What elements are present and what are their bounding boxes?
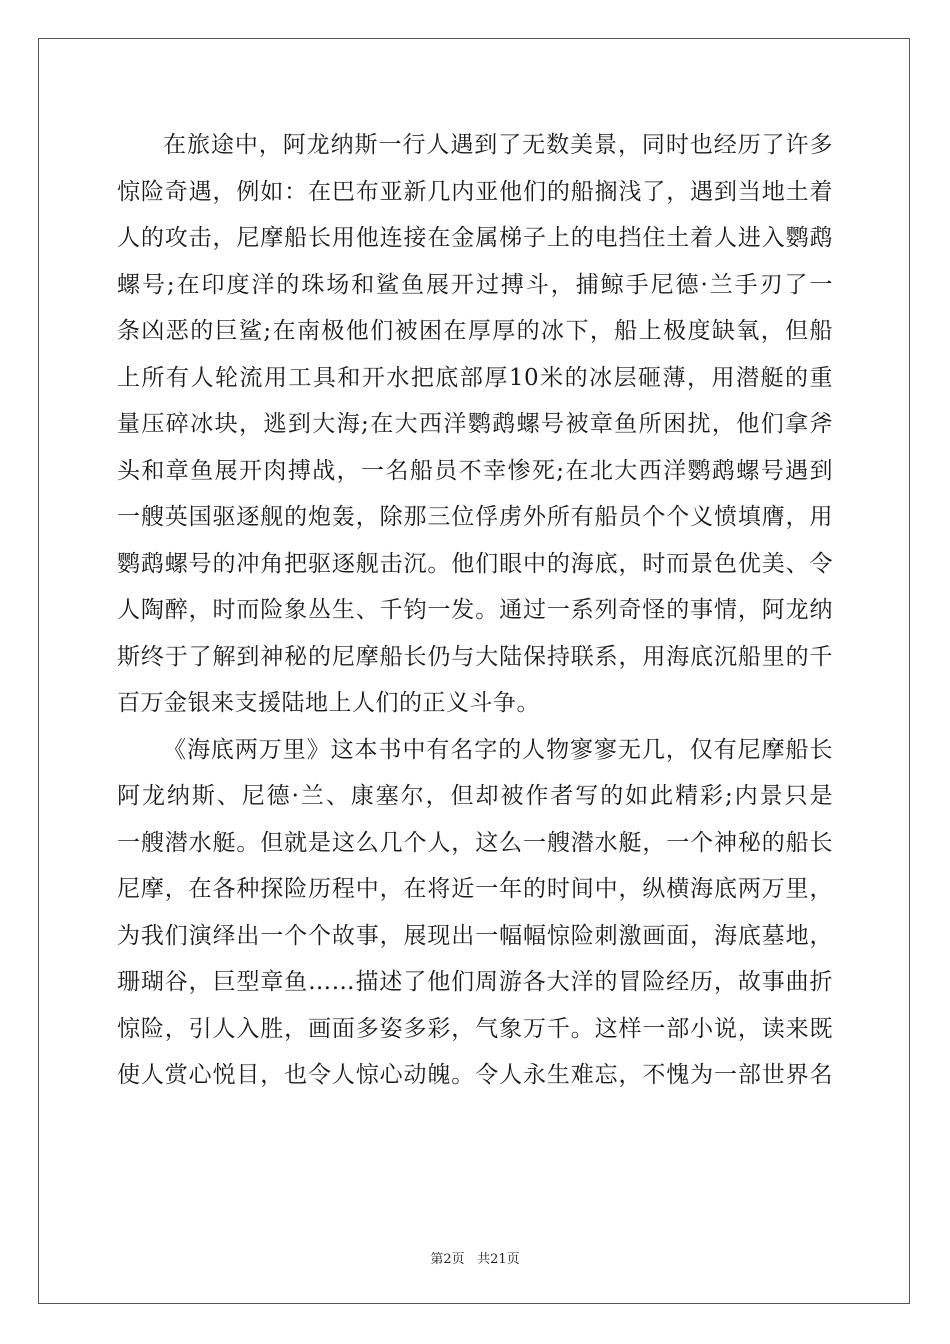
- text-line: 为我们演绎出一个个故事，展现出一幅幅惊险刺激画面，海底墓地，: [117, 922, 833, 949]
- text-line: 百万金银来支援陆地上人们的正义斗争。: [117, 690, 540, 716]
- page-footer: [0, 1248, 950, 1267]
- text-line: 一艘潜水艇。但就是这么几个人，这么一艘潜水艇，一个神秘的船长: [117, 829, 833, 856]
- text-line: 尼摩，在各种探险历程中，在将近一年的时间中，纵横海底两万里，: [117, 876, 833, 902]
- text-line: 量压碎冰块，逃到大海;在大西洋鹦鹉螺号被章鱼所困扰，他们拿斧: [117, 411, 833, 437]
- text-line: 使人赏心悦目，也令人惊心动魄。令人永生难忘，不愧为一部世界名: [117, 1062, 833, 1088]
- text-line: 珊瑚谷，巨型章鱼……描述了他们周游各大洋的冒险经历，故事曲折: [117, 969, 833, 995]
- text-line: 螺号;在印度洋的珠场和鲨鱼展开过搏斗，捕鲸手尼德·兰手刃了一: [117, 271, 833, 298]
- paragraph-2: [117, 727, 833, 1099]
- paragraph-1: [117, 122, 833, 727]
- document-body: [117, 122, 833, 1099]
- text-line: 人的攻击，尼摩船长用他连接在金属梯子上的电挡住土着人进入鹦鹉: [117, 225, 833, 251]
- page-number: 第2页: [430, 1252, 465, 1267]
- text-line: 一艘英国驱逐舰的炮轰，除那三位俘虏外所有船员个个义愤填膺，用: [117, 504, 833, 530]
- text-line: 在旅途中，阿龙纳斯一行人遇到了无数美景，同时也经历了许多: [163, 132, 833, 158]
- text-line: 《海底两万里》这本书中有名字的人物寥寥无几，仅有尼摩船长: [163, 736, 833, 763]
- text-line: 惊险奇遇，例如：在巴布亚新几内亚他们的船搁浅了，遇到当地土着: [117, 178, 833, 205]
- page-total: 共21页: [477, 1252, 520, 1267]
- text-line: 上所有人轮流用工具和开水把底部厚10米的冰层砸薄，用潜艇的重: [117, 364, 833, 391]
- text-line: 阿龙纳斯、尼德·兰、康塞尔，但却被作者写的如此精彩;内景只是: [117, 783, 833, 809]
- text-line: 条凶恶的巨鲨;在南极他们被困在厚厚的冰下，船上极度缺氧，但船: [117, 318, 833, 344]
- text-line: 斯终于了解到神秘的尼摩船长仍与大陆保持联系，用海底沉船里的千: [117, 643, 833, 670]
- text-line: 鹦鹉螺号的冲角把驱逐舰击沉。他们眼中的海底，时而景色优美、令: [117, 550, 833, 577]
- text-line: 头和章鱼展开肉搏战，一名船员不幸惨死;在北大西洋鹦鹉螺号遇到: [117, 457, 833, 484]
- text-line: 人陶醉，时而险象丛生、千钧一发。通过一系列奇怪的事情，阿龙纳: [117, 597, 833, 623]
- text-line: 惊险，引人入胜，画面多姿多彩，气象万千。这样一部小说，读来既: [117, 1015, 833, 1042]
